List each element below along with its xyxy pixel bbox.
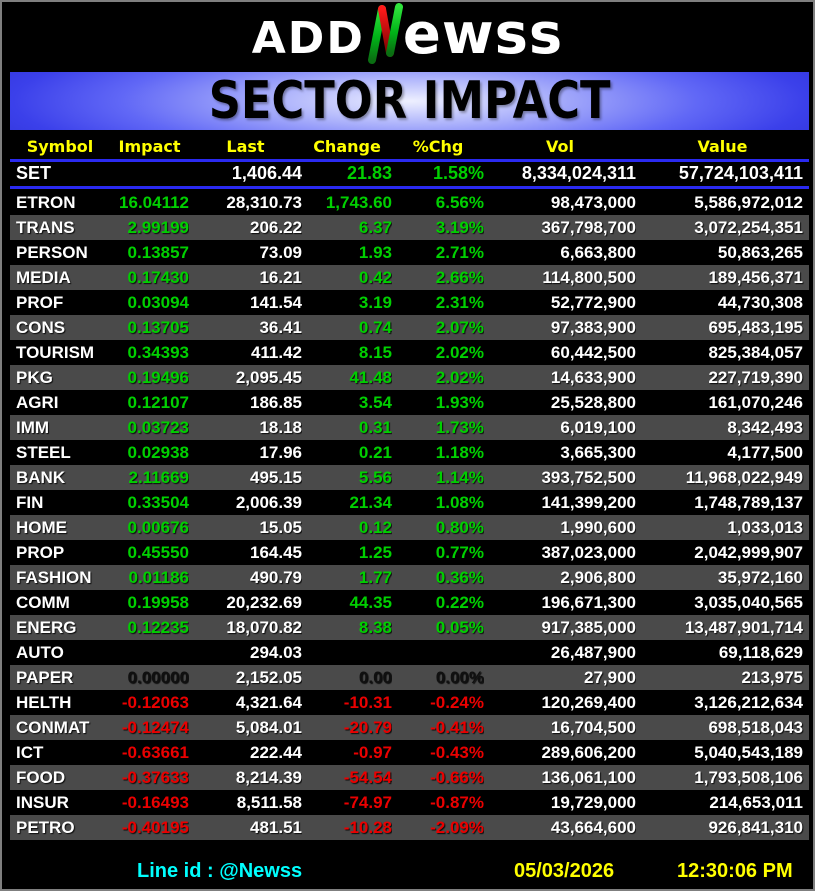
page-title: SECTOR IMPACT <box>208 71 611 131</box>
impact-cell: 0.00676 <box>127 517 189 537</box>
last-cell: 28,310.73 <box>226 192 302 212</box>
column-header-value: Value <box>697 136 748 156</box>
value-cell: 4,177,500 <box>727 442 803 462</box>
symbol-cell: TOURISM <box>16 342 95 362</box>
vol-cell: 27,900 <box>584 667 636 687</box>
impact-cell: 0.13857 <box>127 242 189 262</box>
value-cell: 8,342,493 <box>727 417 803 437</box>
vol-cell: 14,633,900 <box>550 367 636 387</box>
vol-cell: 16,704,500 <box>550 717 636 737</box>
change-cell: -10.31 <box>343 692 392 712</box>
impact-cell: 0.34393 <box>127 342 189 362</box>
last-cell: 15.05 <box>259 517 302 537</box>
pctchg-cell: -0.66% <box>430 767 484 787</box>
impact-cell: -0.12063 <box>121 692 189 712</box>
table-row-auto <box>10 640 809 665</box>
pctchg-cell: 1.93% <box>435 392 484 412</box>
change-cell: 0.74 <box>358 317 392 337</box>
last-cell: 490.79 <box>250 567 302 587</box>
impact-cell: 0.12107 <box>127 392 189 412</box>
last-cell: 206.22 <box>250 217 302 237</box>
pctchg-cell: 0.36% <box>435 567 484 587</box>
table-row-food <box>10 765 809 790</box>
value-cell: 3,126,212,634 <box>694 692 803 712</box>
impact-cell: 0.17430 <box>127 267 189 287</box>
value-cell: 1,748,789,137 <box>694 492 803 512</box>
value-cell: 13,487,901,714 <box>684 617 803 637</box>
change-cell: -74.97 <box>343 792 392 812</box>
impact-cell: 16.04112 <box>119 192 189 212</box>
value-cell: 825,384,057 <box>708 342 803 362</box>
symbol-cell: PROF <box>16 292 64 312</box>
impact-cell: 0.33504 <box>127 492 189 512</box>
symbol-cell: PKG <box>16 367 53 387</box>
pctchg-cell: 3.19% <box>435 217 484 237</box>
table-row-set <box>10 161 809 186</box>
change-cell: -54.54 <box>343 767 392 787</box>
last-cell: 18.18 <box>259 417 302 437</box>
table-row-prop <box>10 540 809 565</box>
value-cell: 69,118,629 <box>718 642 803 662</box>
symbol-cell: INSUR <box>16 792 69 812</box>
symbol-cell: ETRON <box>16 192 76 212</box>
pctchg-cell: 0.05% <box>435 617 484 637</box>
pctchg-cell: 2.02% <box>435 342 484 362</box>
table-row-helth <box>10 690 809 715</box>
table-row-conmat <box>10 715 809 740</box>
pctchg-cell: 1.58% <box>432 163 484 183</box>
pctchg-cell: 0.80% <box>435 517 484 537</box>
table-row-steel <box>10 440 809 465</box>
impact-cell: -0.37633 <box>121 767 189 787</box>
last-cell: 73.09 <box>259 242 302 262</box>
impact-cell: -0.12474 <box>121 717 189 737</box>
impact-cell: 0.03094 <box>127 292 189 312</box>
change-cell: -0.97 <box>353 742 392 762</box>
vol-cell: 8,334,024,311 <box>521 163 636 183</box>
table-row-fin <box>10 490 809 515</box>
header-row <box>10 133 809 159</box>
vol-cell: 52,772,900 <box>550 292 636 312</box>
impact-cell: 2.11669 <box>128 467 189 487</box>
vol-cell: 2,906,800 <box>560 567 636 587</box>
change-cell: 5.56 <box>358 467 392 487</box>
table-row-home <box>10 515 809 540</box>
table-row-prof <box>10 290 809 315</box>
impact-cell: 0.00000 <box>127 667 189 687</box>
impact-cell: 0.19496 <box>127 367 189 387</box>
table-row-insur <box>10 790 809 815</box>
impact-cell: 0.12235 <box>127 617 189 637</box>
pctchg-cell: 2.07% <box>435 317 484 337</box>
vol-cell: 393,752,500 <box>541 467 636 487</box>
symbol-cell: SET <box>16 163 52 183</box>
last-cell: 222.44 <box>250 742 302 762</box>
impact-cell: 0.45550 <box>127 542 189 562</box>
sector-rows <box>10 190 809 840</box>
value-cell: 5,586,972,012 <box>694 192 803 212</box>
change-cell: 3.54 <box>358 392 392 412</box>
change-cell: 1.93 <box>358 242 392 262</box>
last-cell: 294.03 <box>250 642 302 662</box>
last-cell: 481.51 <box>250 817 302 837</box>
value-cell: 35,972,160 <box>717 567 803 587</box>
pctchg-cell: 2.66% <box>435 267 484 287</box>
column-header-vol: Vol <box>546 136 574 156</box>
value-cell: 189,456,371 <box>708 267 803 287</box>
table-row-imm <box>10 415 809 440</box>
vol-cell: 19,729,000 <box>550 792 636 812</box>
impact-cell: -0.16493 <box>121 792 189 812</box>
symbol-cell: FIN <box>16 492 44 512</box>
vol-cell: 136,061,100 <box>541 767 636 787</box>
change-cell: 8.15 <box>358 342 392 362</box>
line-id-label: Line id : @Newss <box>137 860 303 882</box>
change-cell: 3.19 <box>358 292 392 312</box>
pctchg-cell: 1.08% <box>435 492 484 512</box>
table-row-petro <box>10 815 809 840</box>
last-cell: 164.45 <box>250 542 302 562</box>
change-cell: 1,743.60 <box>325 192 392 212</box>
last-cell: 8,511.58 <box>236 792 302 812</box>
value-cell: 698,518,043 <box>708 717 803 737</box>
symbol-cell: BANK <box>16 467 66 487</box>
pctchg-cell: 1.18% <box>435 442 484 462</box>
change-cell: 21.34 <box>349 492 392 512</box>
last-cell: 16.21 <box>259 267 302 287</box>
impact-cell: 0.01186 <box>128 567 189 587</box>
symbol-cell: ICT <box>16 742 44 762</box>
last-cell: 20,232.69 <box>226 592 302 612</box>
value-cell: 50,863,265 <box>717 242 803 262</box>
pctchg-cell: 0.00% <box>435 667 484 687</box>
vol-cell: 98,473,000 <box>550 192 636 212</box>
pctchg-cell: 0.77% <box>435 542 484 562</box>
vol-cell: 289,606,200 <box>541 742 636 762</box>
title-banner <box>10 72 809 130</box>
last-cell: 495.15 <box>250 467 302 487</box>
change-cell: -10.28 <box>343 817 392 837</box>
impact-cell: 0.03723 <box>127 417 189 437</box>
last-cell: 411.42 <box>250 342 302 362</box>
vol-cell: 60,442,500 <box>550 342 636 362</box>
vol-cell: 6,663,800 <box>560 242 636 262</box>
last-cell: 17.96 <box>259 442 302 462</box>
change-cell: 0.31 <box>358 417 392 437</box>
vol-cell: 367,798,700 <box>541 217 636 237</box>
symbol-cell: IMM <box>16 417 50 437</box>
last-cell: 4,321.64 <box>235 692 302 712</box>
symbol-cell: ENERG <box>16 617 77 637</box>
table-row-bank <box>10 465 809 490</box>
table-row-trans <box>10 215 809 240</box>
change-cell: 41.48 <box>349 367 392 387</box>
symbol-cell: FOOD <box>16 767 66 787</box>
impact-cell: -0.63661 <box>121 742 189 762</box>
pctchg-cell: -0.87% <box>430 792 484 812</box>
app-logo <box>2 2 813 68</box>
value-cell: 695,483,195 <box>708 317 803 337</box>
last-cell: 186.85 <box>250 392 302 412</box>
symbol-cell: CONMAT <box>16 717 90 737</box>
value-cell: 227,719,390 <box>708 367 803 387</box>
last-cell: 36.41 <box>259 317 302 337</box>
change-cell: 0.12 <box>358 517 392 537</box>
last-cell: 2,095.45 <box>235 367 302 387</box>
set-index-row-wrap <box>10 161 809 186</box>
pctchg-cell: 0.22% <box>435 592 484 612</box>
divider-line <box>10 186 809 189</box>
logo-n-icon <box>363 3 407 65</box>
pctchg-cell: 1.14% <box>435 467 484 487</box>
vol-cell: 141,399,200 <box>541 492 636 512</box>
last-cell: 2,152.05 <box>235 667 302 687</box>
vol-cell: 6,019,100 <box>560 417 636 437</box>
vol-cell: 97,383,900 <box>550 317 636 337</box>
vol-cell: 43,664,600 <box>550 817 636 837</box>
pctchg-cell: 2.71% <box>435 242 484 262</box>
value-cell: 2,042,999,907 <box>694 542 803 562</box>
vol-cell: 196,671,300 <box>541 592 636 612</box>
table-row-person <box>10 240 809 265</box>
impact-cell: 0.19958 <box>127 592 189 612</box>
change-cell: -20.79 <box>343 717 392 737</box>
vol-cell: 26,487,900 <box>550 642 636 662</box>
pctchg-cell: 6.56% <box>435 192 484 212</box>
symbol-cell: PETRO <box>16 817 75 837</box>
symbol-cell: TRANS <box>16 217 75 237</box>
value-cell: 44,730,308 <box>717 292 803 312</box>
last-cell: 8,214.39 <box>235 767 302 787</box>
value-cell: 926,841,310 <box>708 817 803 837</box>
value-cell: 214,653,011 <box>709 792 803 812</box>
pctchg-cell: -2.09% <box>430 817 484 837</box>
vol-cell: 917,385,000 <box>541 617 636 637</box>
pctchg-cell: -0.41% <box>430 717 484 737</box>
symbol-cell: FASHION <box>16 567 92 587</box>
time-label: 12:30:06 PM <box>677 860 793 882</box>
vol-cell: 25,528,800 <box>550 392 636 412</box>
table-row-tourism <box>10 340 809 365</box>
value-cell: 161,070,246 <box>708 392 803 412</box>
table-row-cons <box>10 315 809 340</box>
column-header-chg: %Chg <box>412 136 464 156</box>
impact-cell: -0.40195 <box>121 817 189 837</box>
column-header-change: Change <box>313 136 381 156</box>
pctchg-cell: 2.31% <box>435 292 484 312</box>
symbol-cell: AUTO <box>16 642 64 662</box>
change-cell: 0.00 <box>358 667 392 687</box>
impact-cell: 2.99199 <box>127 217 189 237</box>
symbol-cell: PAPER <box>16 667 74 687</box>
table-row-pkg <box>10 365 809 390</box>
vol-cell: 114,800,500 <box>542 267 636 287</box>
value-cell: 5,040,543,189 <box>694 742 803 762</box>
value-cell: 57,724,103,411 <box>678 163 803 183</box>
symbol-cell: HOME <box>16 517 67 537</box>
last-cell: 141.54 <box>250 292 302 312</box>
symbol-cell: PROP <box>16 542 65 562</box>
change-cell: 1.25 <box>358 542 392 562</box>
column-header-symbol: Symbol <box>26 136 94 156</box>
symbol-cell: CONS <box>16 317 66 337</box>
last-cell: 5,084.01 <box>235 717 302 737</box>
vol-cell: 3,665,300 <box>560 442 636 462</box>
value-cell: 213,975 <box>741 667 803 687</box>
pctchg-cell: -0.43% <box>430 742 484 762</box>
change-cell: 8.38 <box>358 617 392 637</box>
logo-text-add: ADD <box>251 13 365 64</box>
pctchg-cell: 2.02% <box>435 367 484 387</box>
pctchg-cell: 1.73% <box>435 417 484 437</box>
symbol-cell: MEDIA <box>16 267 71 287</box>
value-cell: 3,072,254,351 <box>694 217 803 237</box>
date-label: 05/03/2026 <box>514 860 615 882</box>
table-row-media <box>10 265 809 290</box>
vol-cell: 1,990,600 <box>560 517 636 537</box>
table-row-agri <box>10 390 809 415</box>
table-row-fashion <box>10 565 809 590</box>
value-cell: 1,033,013 <box>727 517 803 537</box>
impact-cell: 0.13705 <box>127 317 189 337</box>
value-cell: 1,793,508,106 <box>694 767 803 787</box>
symbol-cell: STEEL <box>16 442 71 462</box>
column-header-impact: Impact <box>118 136 181 156</box>
value-cell: 11,968,022,949 <box>685 467 803 487</box>
pctchg-cell: -0.24% <box>430 692 484 712</box>
table-row-energ <box>10 615 809 640</box>
symbol-cell: AGRI <box>16 392 59 412</box>
logo-text-ewss: ewss <box>402 2 564 67</box>
change-cell: 0.42 <box>358 267 392 287</box>
table-row-comm <box>10 590 809 615</box>
vol-cell: 120,269,400 <box>541 692 636 712</box>
change-cell: 1.77 <box>358 567 392 587</box>
change-cell: 0.21 <box>358 442 392 462</box>
last-cell: 18,070.82 <box>226 617 302 637</box>
value-cell: 3,035,040,565 <box>694 592 803 612</box>
symbol-cell: COMM <box>16 592 70 612</box>
impact-cell: 0.02938 <box>127 442 189 462</box>
last-cell: 1,406.44 <box>231 163 302 183</box>
symbol-cell: PERSON <box>16 242 88 262</box>
column-header-last: Last <box>226 136 265 156</box>
table-row-paper <box>10 665 809 690</box>
table-row-ict <box>10 740 809 765</box>
last-cell: 2,006.39 <box>235 492 302 512</box>
table-row-etron <box>10 190 809 215</box>
change-cell: 44.35 <box>349 592 392 612</box>
symbol-cell: HELTH <box>16 692 72 712</box>
vol-cell: 387,023,000 <box>541 542 636 562</box>
change-cell: 21.83 <box>346 163 392 183</box>
change-cell: 6.37 <box>358 217 392 237</box>
